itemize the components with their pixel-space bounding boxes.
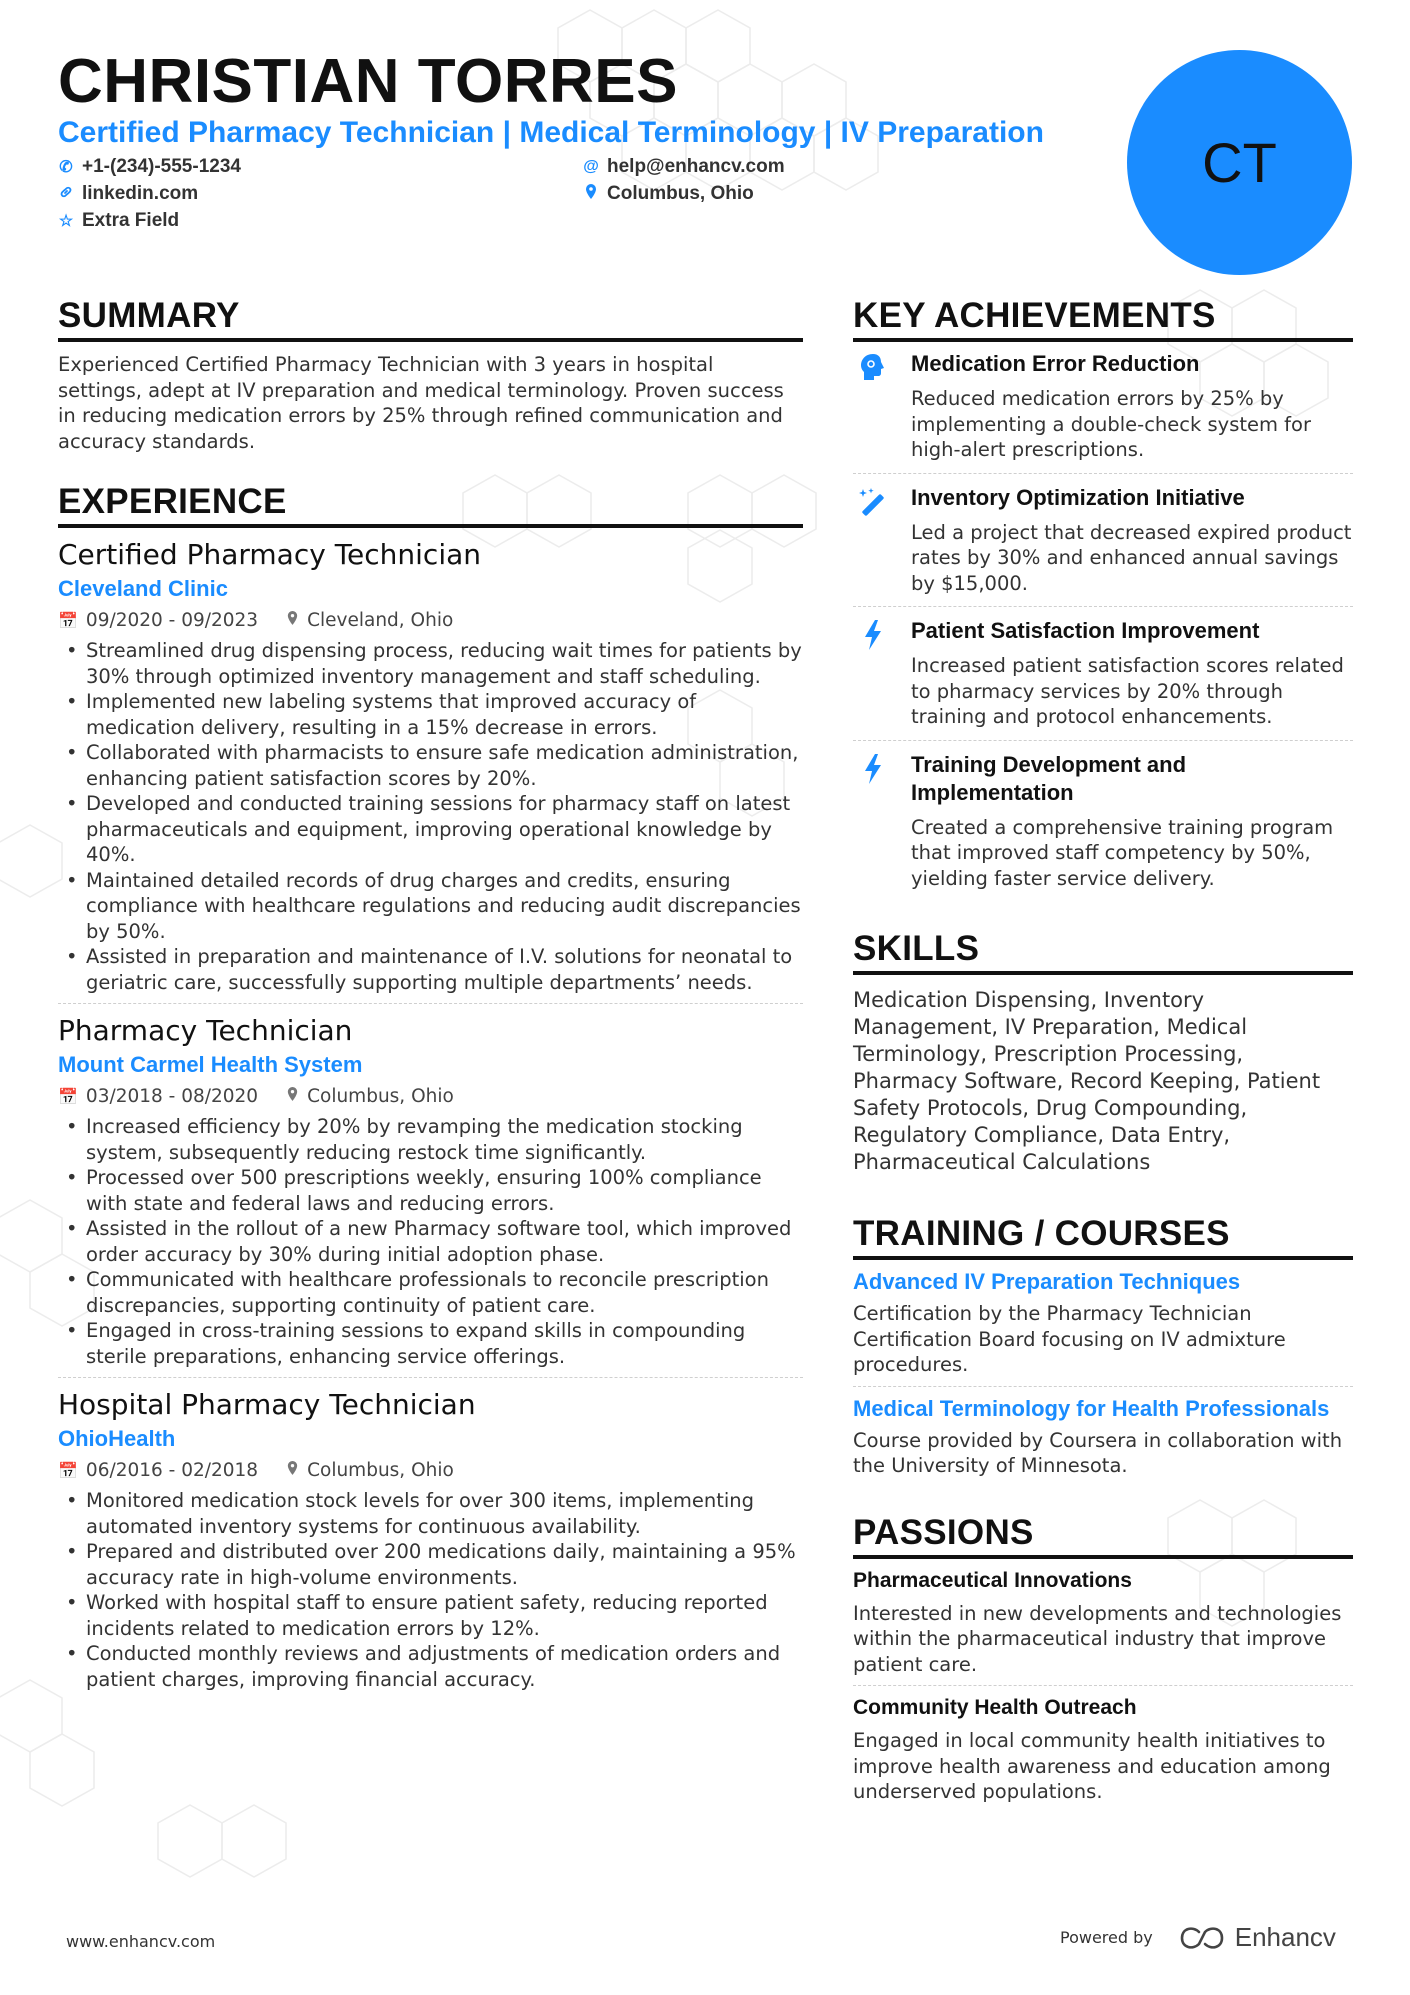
head-icon	[853, 350, 893, 463]
job-bullet: • Worked with hospital staff to ensure patient safety, reducing reported incidents related to medication errors by 12%.	[58, 1590, 803, 1641]
candidate-headline: Certified Pharmacy Technician | Medical Terminology | IV Preparation	[58, 116, 1044, 149]
job-meta	[58, 606, 803, 636]
enhancv-logo-icon	[1179, 1926, 1225, 1950]
job-bullet: • Assisted in the rollout of a new Pharmacy software tool, which improved order accuracy by 30% during initial adoption phase.	[58, 1216, 803, 1267]
experience-section	[58, 482, 803, 1700]
achievements-section	[853, 296, 1353, 901]
phone-text: +1-(234)-555-1234	[82, 156, 241, 177]
location-pin-icon	[583, 183, 599, 205]
location-pin-icon	[286, 1456, 299, 1486]
calendar-icon: 📅	[58, 611, 78, 630]
job-company: Cleveland Clinic	[58, 576, 228, 601]
email-text: help@enhancv.com	[607, 156, 785, 177]
location-pin-icon	[286, 1082, 299, 1112]
achievement-desc: Increased patient satisfaction scores related to pharmacy services by 20% through training and protocol enhancements.	[911, 654, 1344, 728]
phone-icon: ✆	[59, 159, 73, 176]
achievement-item	[853, 740, 1353, 902]
achievements-heading: KEY ACHIEVEMENTS	[853, 296, 1353, 342]
calendar-icon: 📅	[58, 1087, 78, 1106]
enhancv-logo[interactable]	[1179, 1922, 1336, 1953]
job-bullet: • Increased efficiency by 20% by revamping the medication stocking system, subsequently reducing restock time significantly.	[58, 1114, 803, 1165]
passions-section	[853, 1513, 1353, 1813]
achievement-item	[853, 342, 1353, 473]
summary-heading: SUMMARY	[58, 296, 803, 342]
job-bullet: • Engaged in cross-training sessions to expand skills in compounding sterile preparations, enhancing service offerings.	[58, 1318, 803, 1369]
job-entry	[58, 1377, 803, 1700]
achievement-title: Inventory Optimization Initiative	[911, 484, 1245, 510]
job-bullet: • Developed and conducted training sessions for pharmacy staff on latest pharmaceuticals and equipment, improving operational knowledge by 40%.	[58, 791, 803, 868]
course-item	[853, 1260, 1353, 1386]
training-section	[853, 1214, 1353, 1487]
passion-title: Community Health Outreach	[853, 1696, 1137, 1719]
job-meta	[58, 1456, 803, 1486]
at-icon: @	[583, 158, 599, 175]
passion-item	[853, 1685, 1353, 1813]
course-item	[853, 1386, 1353, 1487]
avatar	[1127, 50, 1352, 275]
achievement-desc: Reduced medication errors by 25% by implementing a double-check system for high-alert prescriptions.	[911, 387, 1311, 461]
brand-text: Enhancv	[1234, 1922, 1336, 1952]
job-bullet: • Conducted monthly reviews and adjustments of medication orders and patient charges, improving financial accuracy.	[58, 1641, 803, 1692]
location-text: Columbus, Ohio	[607, 183, 754, 204]
footer-branding	[1060, 1922, 1336, 1953]
job-bullet: • Monitored medication stock levels for over 300 items, implementing automated inventory systems for continuous availability.	[58, 1488, 803, 1539]
skills-section	[853, 929, 1353, 1176]
summary-text: Experienced Certified Pharmacy Technician with 3 years in hospital settings, adept at IV preparation and medical terminology. Proven success in reducing medication errors by 25% through refined communication and accuracy standards.	[58, 353, 784, 453]
job-location: Columbus, Ohio	[307, 1086, 454, 1107]
star-icon: ☆	[58, 213, 74, 230]
achievement-desc: Led a project that decreased expired product rates by 30% and enhanced annual savings by $15,000.	[911, 520, 1352, 595]
lightning-icon	[853, 751, 893, 892]
footer-website[interactable]: www.enhancv.com	[66, 1932, 216, 1951]
job-dates: 06/2016 - 02/2018	[85, 1460, 259, 1481]
left-column	[58, 296, 803, 1700]
course-desc: Certification by the Pharmacy Technician Certification Board focusing on IV admixture procedures.	[853, 1302, 1286, 1376]
extra-text: Extra Field	[82, 210, 180, 231]
job-bullet: • Communicated with healthcare professionals to reconcile prescription discrepancies, supporting continuity of patient care.	[58, 1267, 803, 1318]
passion-desc: Interested in new developments and technologies within the pharmaceutical industry that improve patient care.	[853, 1601, 1342, 1676]
job-meta	[58, 1082, 803, 1112]
contact-linkedin[interactable]	[58, 183, 198, 205]
contact-phone[interactable]	[58, 156, 241, 178]
achievement-item	[853, 473, 1353, 607]
job-bullet: • Processed over 500 prescriptions weekly, ensuring 100% compliance with state and federal laws and reducing errors.	[58, 1165, 803, 1216]
job-bullet: • Prepared and distributed over 200 medications daily, maintaining a 95% accuracy rate in high-volume environments.	[58, 1539, 803, 1590]
summary-section	[58, 296, 803, 454]
passions-heading: PASSIONS	[853, 1513, 1353, 1559]
linkedin-text: linkedin.com	[82, 183, 199, 204]
contact-email[interactable]	[583, 156, 785, 178]
achievement-title: Patient Satisfaction Improvement	[911, 618, 1260, 643]
job-bullet: • Streamlined drug dispensing process, reducing wait times for patients by 30% through optimized inventory management and staff scheduling.	[58, 638, 803, 689]
job-location: Cleveland, Ohio	[307, 610, 454, 631]
passion-desc: Engaged in local community health initiatives to improve health awareness and education among underserved populations.	[853, 1729, 1331, 1803]
skills-heading: SKILLS	[853, 929, 1353, 975]
achievement-item	[853, 606, 1353, 740]
job-bullet: • Collaborated with pharmacists to ensure safe medication administration, enhancing patient satisfaction scores by 20%.	[58, 740, 803, 791]
job-company: Mount Carmel Health System	[58, 1052, 363, 1077]
magic-wand-icon	[853, 484, 893, 597]
job-bullets	[58, 638, 803, 995]
link-icon	[58, 184, 74, 205]
contact-location	[583, 183, 754, 205]
job-dates: 09/2020 - 09/2023	[85, 610, 259, 631]
job-bullets	[58, 1114, 803, 1369]
course-title: Medical Terminology for Health Professionals	[853, 1395, 1330, 1421]
avatar-initials: CT	[1202, 131, 1277, 194]
job-location: Columbus, Ohio	[307, 1460, 454, 1481]
job-title: Certified Pharmacy Technician	[58, 538, 482, 571]
course-desc: Course provided by Coursera in collaboration with the University of Minnesota.	[853, 1428, 1343, 1477]
job-company: OhioHealth	[58, 1426, 176, 1451]
job-bullet: • Maintained detailed records of drug charges and credits, ensuring compliance with healthcare regulations and reducing audit discrepancies by 50%.	[58, 868, 803, 945]
achievement-title: Medication Error Reduction	[911, 351, 1200, 376]
right-column	[853, 296, 1353, 1813]
job-title: Pharmacy Technician	[58, 1014, 353, 1047]
achievement-desc: Created a comprehensive training program that improved staff competency by 50%, yielding faster service delivery.	[911, 815, 1334, 890]
passion-title: Pharmaceutical Innovations	[853, 1568, 1132, 1592]
passion-item	[853, 1559, 1353, 1686]
achievement-title: Training Development and Implementation	[911, 751, 1187, 805]
job-dates: 03/2018 - 08/2020	[85, 1086, 259, 1107]
training-heading: TRAINING / COURSES	[853, 1214, 1353, 1260]
powered-by-text: Powered by	[1060, 1928, 1153, 1947]
contact-extra	[58, 210, 179, 232]
job-bullet: • Assisted in preparation and maintenance of I.V. solutions for neonatal to geriatric care, successfully supporting multiple departments’ needs.	[58, 944, 803, 995]
course-title: Advanced IV Preparation Techniques	[853, 1269, 1241, 1294]
calendar-icon: 📅	[58, 1461, 78, 1480]
candidate-name: CHRISTIAN TORRES	[58, 47, 679, 116]
job-entry	[58, 1003, 803, 1377]
job-bullets	[58, 1488, 803, 1692]
lightning-icon	[853, 617, 893, 730]
experience-heading: EXPERIENCE	[58, 482, 803, 528]
skills-text: Medication Dispensing, Inventory Management, IV Preparation, Medical Terminology, Prescription Processing, Pharmacy Software, Record Keeping, Patient Safety Protocols, Drug Compounding, Regulatory Compliance, Data Entry, Pharmaceutical Calculations	[853, 988, 1321, 1174]
job-entry	[58, 536, 803, 1003]
job-bullet: • Implemented new labeling systems that improved accuracy of medication delivery, resulting in a 15% decrease in errors.	[58, 689, 803, 740]
job-title: Hospital Pharmacy Technician	[58, 1388, 476, 1421]
location-pin-icon	[286, 606, 299, 636]
